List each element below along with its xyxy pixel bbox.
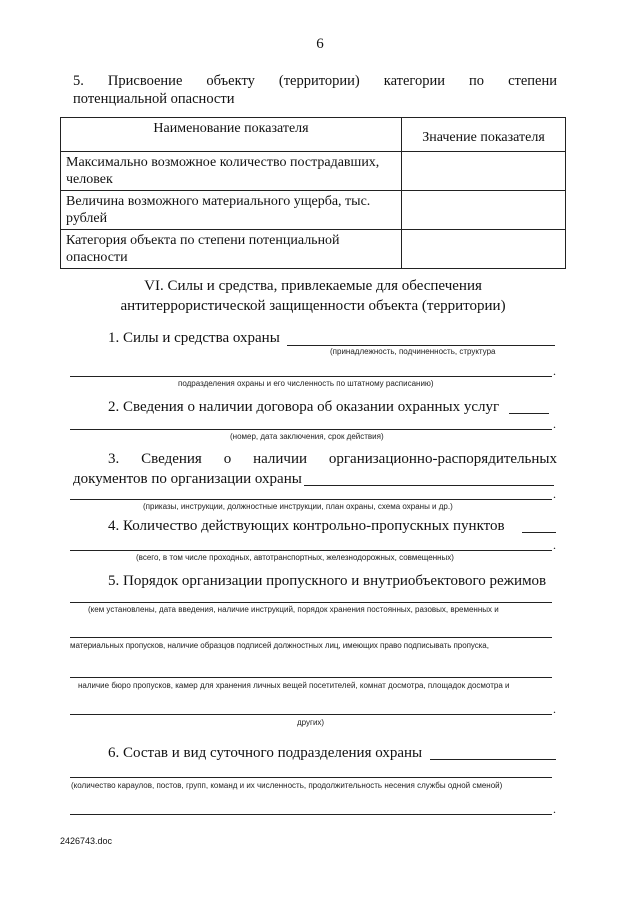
item6-fill-line2[interactable] (70, 777, 552, 778)
item6-label: 6. Состав и вид суточного подразделения охраны (108, 745, 423, 761)
item6-period: . (553, 802, 556, 816)
table-cell: Категория объекта по степени потенциальной опасности (61, 230, 402, 269)
item5-fill-line1[interactable] (70, 602, 552, 603)
item3-caption: (приказы, инструкции, должностные инструкции, план охраны, схема охраны и др.) (143, 502, 453, 511)
item6-fill-line3[interactable] (70, 814, 552, 815)
table-cell: Величина возможного материального ущерба, тыс. рублей (61, 191, 402, 230)
item3-label-line2: документов по организации охраны (73, 471, 302, 487)
item5-label: 5. Порядок организации пропускного и внутриобъектового режимов (108, 573, 547, 589)
item3-label-line1: 3. Сведения о наличии организационно-распорядительных (108, 451, 557, 467)
item2-label: 2. Сведения о наличии договора об оказании охранных услуг (108, 399, 500, 415)
item4-period: . (553, 538, 556, 552)
item6-caption: (количество караулов, постов, групп, команд и их численность, продолжительность несения службы одной сменой) (71, 781, 503, 790)
indicators-table (60, 117, 566, 269)
item5-fill-line3[interactable] (70, 677, 552, 678)
item1-period: . (553, 364, 556, 378)
item2-caption: (номер, дата заключения, срок действия) (230, 432, 384, 441)
item3-period: . (553, 487, 556, 501)
item4-caption: (всего, в том числе проходных, автотранспортных, железнодорожных, совмещенных) (136, 553, 454, 562)
table-cell: Максимально возможное количество пострадавших, человек (61, 152, 402, 191)
page-number: 6 (316, 36, 324, 52)
table-cell-value (402, 230, 566, 269)
item1-fill-line[interactable] (287, 345, 555, 346)
section6-title-line2: антитеррористической защищенности объекта (территории) (120, 298, 506, 314)
item5-caption3: наличие бюро пропусков, камер для хранения личных вещей посетителей, комнат досмотра, площадок досмотра и (78, 681, 510, 690)
item1-label: 1. Силы и средства охраны (108, 330, 280, 346)
item2-fill-line2[interactable] (70, 429, 552, 430)
footer-filename: 2426743.doc (60, 836, 113, 846)
item5-period: . (553, 702, 556, 716)
table-cell-value (402, 152, 566, 191)
section6-title-line1: VI. Силы и средства, привлекаемые для обеспечения (144, 278, 482, 294)
table-row (61, 230, 566, 269)
table-row (61, 191, 566, 230)
item2-fill-line[interactable] (509, 413, 549, 414)
item1-caption2: подразделения охраны и его численность по штатному расписанию) (178, 379, 434, 388)
item3-fill-line2[interactable] (70, 499, 552, 500)
item1-fill-line2[interactable] (70, 376, 552, 377)
item1-caption1: (принадлежность, подчиненность, структура (330, 347, 496, 356)
item6-fill-line[interactable] (430, 759, 556, 760)
table-header-name: Наименование показателя (61, 118, 402, 152)
item4-fill-line[interactable] (522, 532, 556, 533)
item2-period: . (553, 417, 556, 431)
section5-text-line1: 5. Присвоение объекту (территории) категории по степени (73, 73, 557, 89)
table-header-row (61, 118, 566, 152)
item4-fill-line2[interactable] (70, 550, 552, 551)
section5-text-line2: потенциальной опасности (73, 91, 235, 107)
table-cell-value (402, 191, 566, 230)
item5-caption4: других) (297, 718, 325, 727)
item5-caption1: (кем установлены, дата введения, наличие инструкций, порядок хранения постоянных, разовых, временных и (88, 605, 499, 614)
item5-fill-line2[interactable] (70, 637, 552, 638)
table-header-value: Значение показателя (402, 118, 566, 152)
item4-label: 4. Количество действующих контрольно-пропускных пунктов (108, 518, 505, 534)
item3-fill-line[interactable] (304, 485, 554, 486)
item5-fill-line4[interactable] (70, 714, 552, 715)
table-row (61, 152, 566, 191)
item5-caption2: материальных пропусков, наличие образцов подписей должностных лиц, имеющих право подписывать пропуска, (70, 641, 489, 650)
